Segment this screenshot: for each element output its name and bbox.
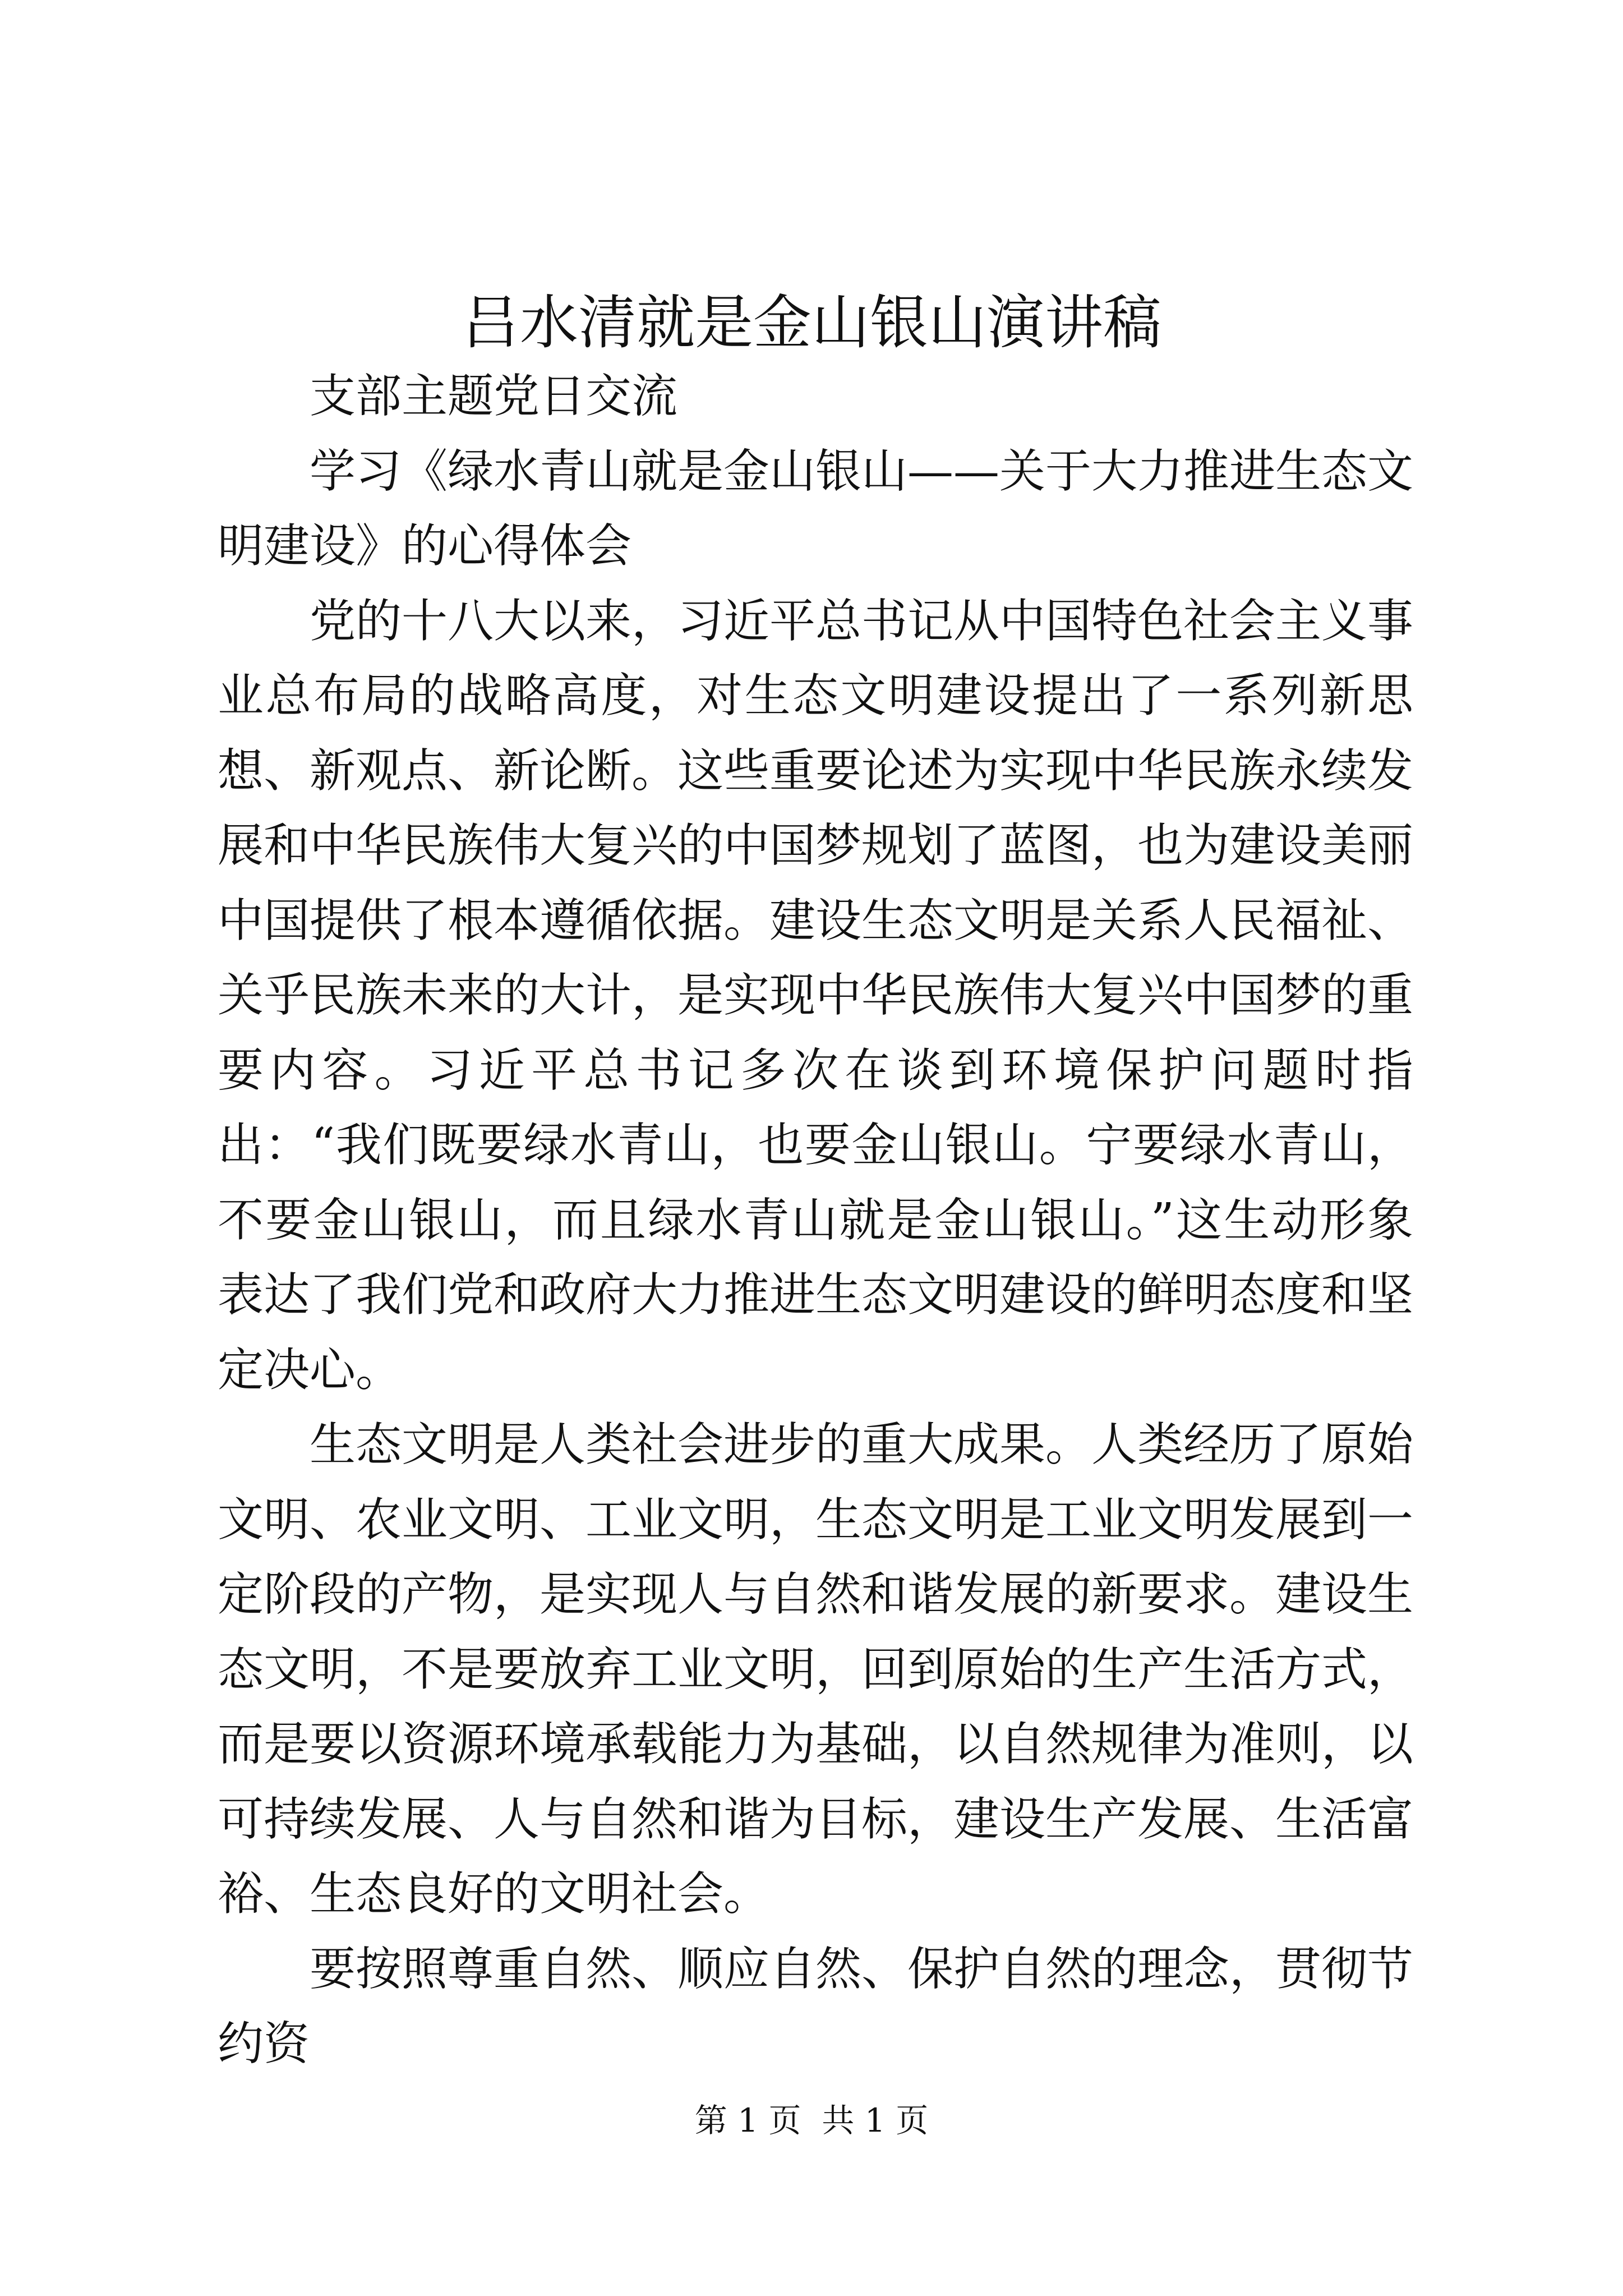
- paragraph-respect-nature: 要按照尊重自然、顺应自然、保护自然的理念，贯彻节约资: [218, 1942, 1414, 2070]
- paragraph-study-title: 学习《绿水青山就是金山银山——关于大力推进生态文明建设》的心得体会: [218, 444, 1414, 573]
- paragraph-eighteenth-congress: 党的十八大以来，习近平总书记从中国特色社会主义事业总布局的战略高度，对生态文明建设提出了一系列新思想、新观点、新论断。这些重要论述为实现中华民族永续发展和中华民族伟大复兴的中国梦规划了蓝图，也为建设美丽中国提供了根本遵循依据。建设生态文明是关系人民福祉、关乎民族未来的大计，是实现中华民族伟大复兴中国梦的重要内容。习近平总书记多次在谈到环境保护问题时指出：“我们既要绿水青山，也要金山银山。宁要绿水青山，不要金山银山，而且绿水青山就是金山银山。”这生动形象表达了我们党和政府大力推进生态文明建设的鲜明态度和坚定决心。: [218, 594, 1414, 1397]
- paragraph-branch-exchange: 支部主题党日交流: [310, 370, 678, 423]
- document-body: [218, 359, 1413, 2082]
- page-number-label: 第 1 页 共 1 页: [694, 2101, 929, 2139]
- paragraph-ecological-civilization: 生态文明是人类社会进步的重大成果。人类经历了原始文明、农业文明、工业文明，生态文明是工业文明发展到一定阶段的产物，是实现人与自然和谐发展的新要求。建设生态文明，不是要放弃工业文明，回到原始的生产生活方式，而是要以资源环境承载能力为基础，以自然规律为准则，以可持续发展、人与自然和谐为目标，建设生产发展、生活富裕、生态良好的文明社会。: [218, 1418, 1414, 1921]
- page-footer: [0, 2098, 1623, 2143]
- document-title: 吕水清就是金山银山演讲稿: [461, 288, 1161, 357]
